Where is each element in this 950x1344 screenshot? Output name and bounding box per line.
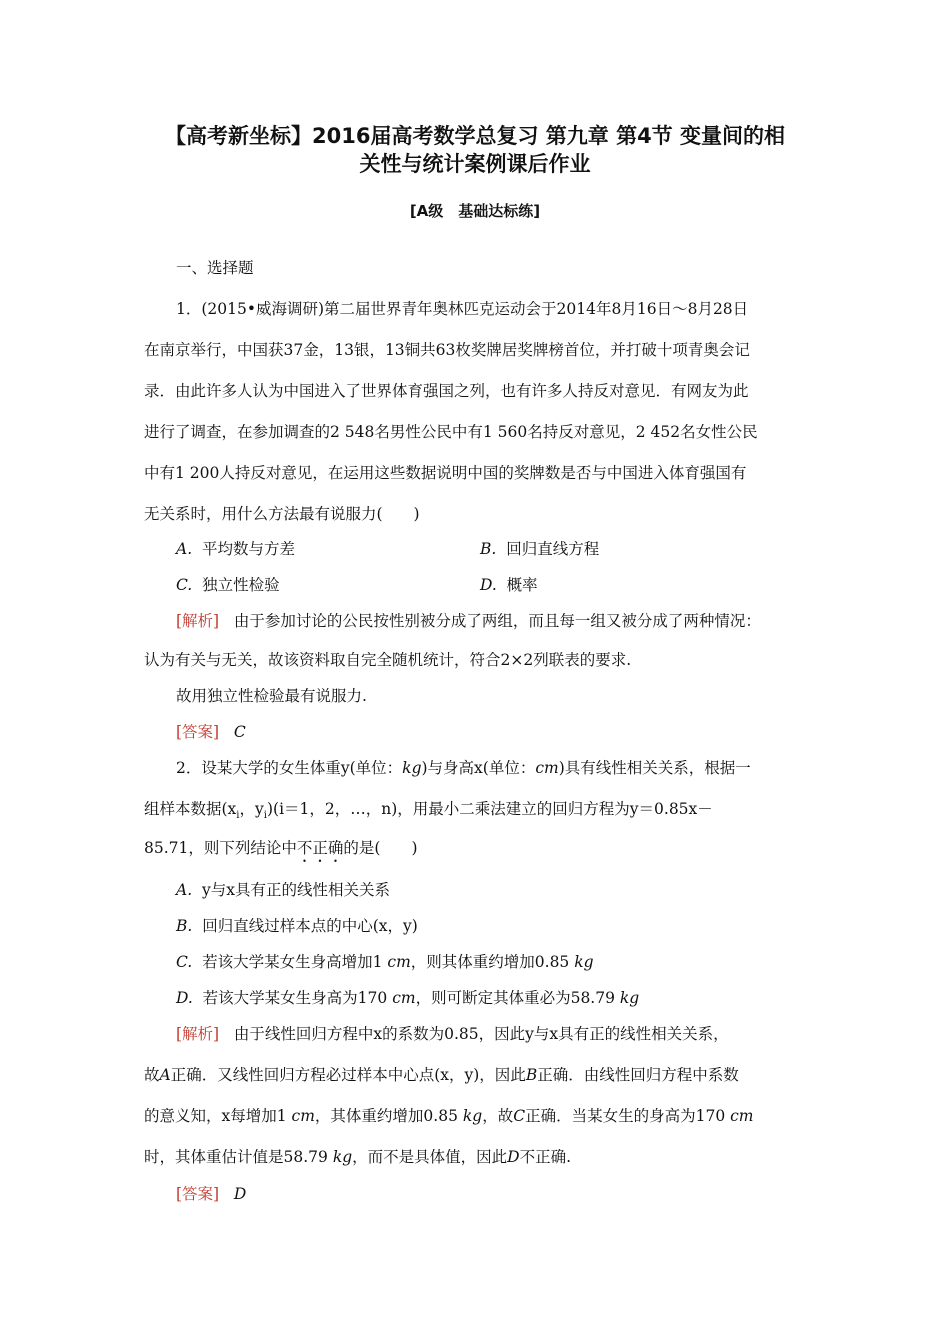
q1-analysis-line-2: 认为有关与无关，故该资料取自完全随机统计，符合2×2列联表的要求. [144,651,632,669]
q1-line-3: 录．由此许多人认为中国进入了世界体育强国之列，也有许多人持反对意见．有网友为此 [144,382,749,400]
q2-option-a: A. y与x具有正的线性相关关系 [176,881,390,899]
q1-option-d: D. 概率 [480,576,538,594]
q1-line-6: 无关系时，用什么方法最有说服力( ) [144,505,420,523]
level-subtitle: [A级 基础达标练] [409,202,541,220]
q1-line-1: 1．(2015•威海调研)第二届世界青年奥林匹克运动会于2014年8月16日～8月28日 [176,300,749,318]
analysis-label: [解析] [176,1025,220,1043]
q2-line-3: 85.71，则下列结论中不正确的是( ) [144,839,418,857]
analysis-label: [解析] [176,612,220,630]
q2-line-1: 2．设某大学的女生体重y(单位：kg)与身高x(单位：cm)具有线性相关关系，根据一 [176,759,751,777]
q2-analysis-line-1: [解析] 由于线性回归方程中x的系数为0.85，因此y与x具有正的线性相关关系， [176,1025,729,1043]
q1-option-c: C. 独立性检验 [176,576,280,594]
q1-line-4: 进行了调查，在参加调查的2 548名男性公民中有1 560名持反对意见，2 452名女性公民 [144,423,758,441]
q2-analysis-line-2: 故A正确．又线性回归方程必过样本中心点(x，y)，因此B正确．由线性回归方程中系数 [144,1066,739,1084]
q1-analysis-line-1: [解析] 由于参加讨论的公民按性别被分成了两组，而且每一组又被分成了两种情况： [176,612,761,630]
document-title [120,122,830,178]
section-heading: 一、选择题 [176,259,254,277]
q2-analysis-line-4: 时，其体重估计值是58.79 kg，而不是具体值，因此D不正确. [144,1148,572,1166]
q1-line-5: 中有1 200人持反对意见，在运用这些数据说明中国的奖牌数是否与中国进入体育强国有 [144,464,747,482]
q1-line-2: 在南京举行，中国获37金，13银，13铜共63枚奖牌居奖牌榜首位，并打破十项青奥会记 [144,341,750,359]
q2-option-b: B. 回归直线过样本点的中心(x，y) [176,917,418,935]
q2-option-c: C. 若该大学某女生身高增加1 cm，则其体重约增加0.85 kg [176,953,594,971]
q1-option-a: A. 平均数与方差 [176,540,295,558]
q1-option-b: B. 回归直线方程 [480,540,600,558]
title-line-1: 【高考新坐标】2016届高考数学总复习 第九章 第4节 变量间的相 [165,124,785,148]
q2-line-2: 组样本数据($x_i$，$y_i)(i=1$，2，…，n)，用最小二乘法建立的回归方程为y＝0.85x－ [144,800,713,822]
answer-label: [答案] [176,1185,220,1203]
q2-analysis-line-3: 的意义知，x每增加1 cm，其体重约增加0.85 kg，故C正确．当某女生的身高为170 cm [144,1107,754,1125]
emphasized-text: 不正确 [296,839,344,857]
q2-option-d: D. 若该大学某女生身高为170 cm，则可断定其体重必为58.79 kg [176,989,640,1007]
q2-answer: [答案] D [176,1185,247,1203]
q1-answer: [答案] C [176,723,246,741]
title-line-2: 关性与统计案例课后作业 [359,152,591,176]
q1-analysis-line-3: 故用独立性检验最有说服力. [176,687,367,705]
answer-label: [答案] [176,723,220,741]
